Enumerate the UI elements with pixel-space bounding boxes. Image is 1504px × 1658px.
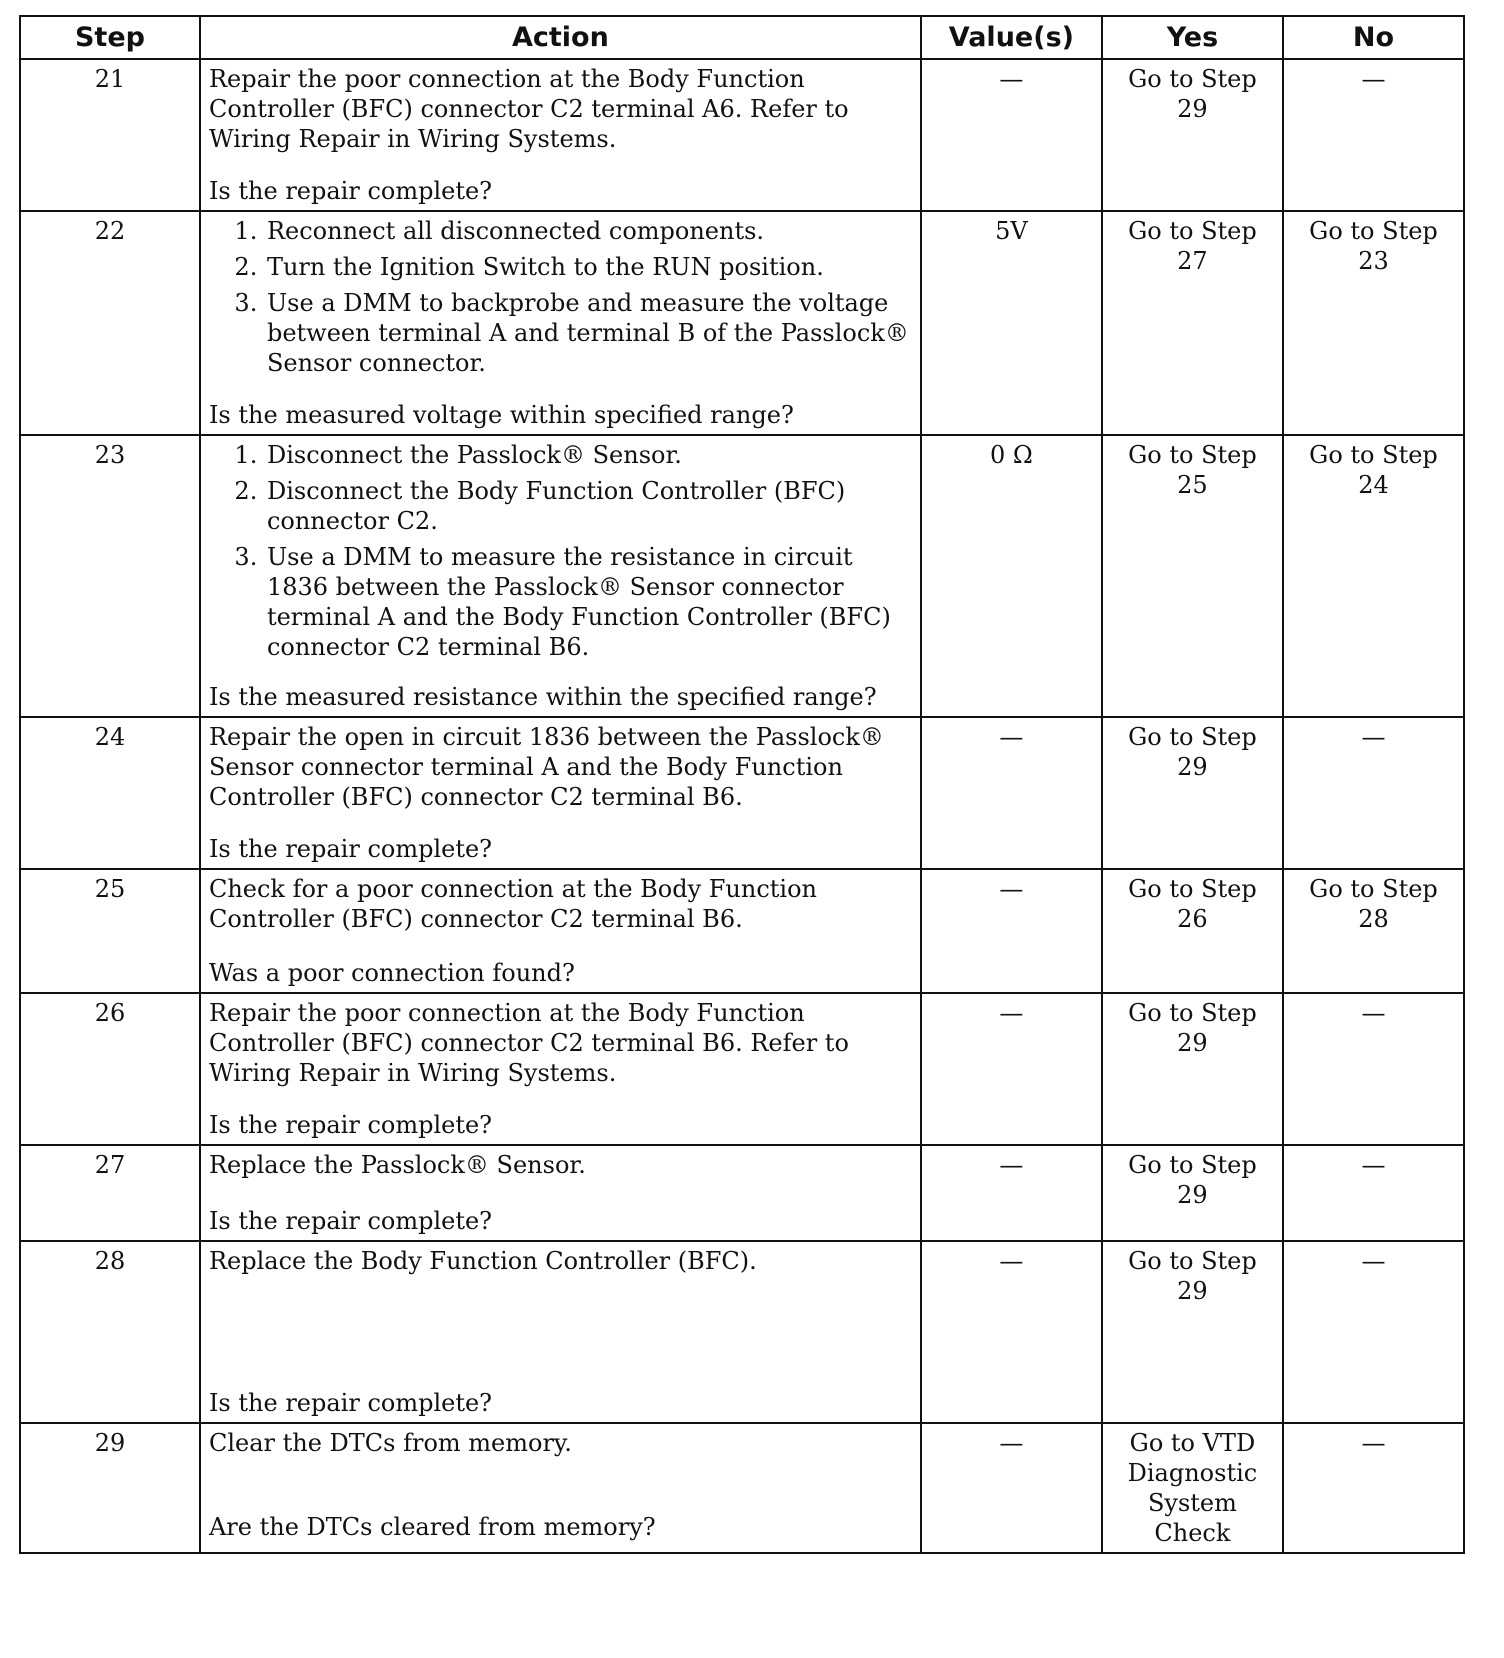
column-header-yes: Yes	[1102, 16, 1283, 59]
action-cell	[200, 59, 921, 211]
table-row	[20, 993, 1464, 1145]
no-cell: —	[1283, 717, 1464, 869]
action-question: Are the DTCs cleared from memory?	[208, 1513, 656, 1541]
procedure-step: 3. Use a DMM to backprobe and measure the voltage between terminal A and terminal B of the Passlock® Sensor connector.	[265, 288, 912, 378]
value-cell: —	[921, 59, 1102, 211]
action-text: Clear the DTCs from memory.	[208, 1429, 572, 1457]
table-row	[20, 1241, 1464, 1423]
column-header-step: Step	[20, 16, 200, 59]
action-cell	[200, 717, 921, 869]
procedure-steps	[209, 216, 912, 378]
table-row	[20, 211, 1464, 435]
step-number: 22	[20, 211, 200, 435]
value-cell: —	[921, 717, 1102, 869]
action-cell	[200, 435, 921, 717]
action-text: Repair the poor connection at the Body Function Controller (BFC) connector C2 terminal A6. Refer to Wiring Repair in Wiring Systems.	[208, 65, 849, 153]
no-cell: —	[1283, 59, 1464, 211]
action-cell	[200, 1423, 921, 1553]
step-number: 28	[20, 1241, 200, 1423]
value-cell: 0 Ω	[921, 435, 1102, 717]
action-question: Is the repair complete?	[208, 1111, 493, 1139]
column-header-action: Action	[200, 16, 921, 59]
procedure-step: 1. Disconnect the Passlock® Sensor.	[265, 440, 912, 470]
yes-cell: Go to Step 29	[1102, 1241, 1283, 1423]
procedure-step: 3. Use a DMM to measure the resistance in circuit 1836 between the Passlock® Sensor connector terminal A and the Body Function Controller (BFC) connector C2 terminal B6.	[265, 542, 912, 662]
action-question: Is the repair complete?	[208, 1207, 493, 1235]
no-cell: —	[1283, 1241, 1464, 1423]
value-cell: —	[921, 1145, 1102, 1241]
yes-cell: Go to Step 29	[1102, 993, 1283, 1145]
action-text: Repair the open in circuit 1836 between the Passlock® Sensor connector terminal A and the Body Function Controller (BFC) connector C2 terminal B6.	[208, 723, 884, 811]
yes-cell: Go to Step 29	[1102, 59, 1283, 211]
column-header-no: No	[1283, 16, 1464, 59]
no-cell: Go to Step 23	[1283, 211, 1464, 435]
procedure-step: 2. Disconnect the Body Function Controller (BFC) connector C2.	[265, 476, 912, 536]
table-row	[20, 1145, 1464, 1241]
yes-cell: Go to VTD Diagnostic System Check	[1102, 1423, 1283, 1553]
yes-cell: Go to Step 26	[1102, 869, 1283, 993]
no-cell: Go to Step 24	[1283, 435, 1464, 717]
table-header-row	[20, 16, 1464, 59]
action-text: Replace the Passlock® Sensor.	[208, 1151, 586, 1179]
yes-cell: Go to Step 29	[1102, 1145, 1283, 1241]
table-row	[20, 717, 1464, 869]
value-cell: —	[921, 869, 1102, 993]
yes-cell: Go to Step 27	[1102, 211, 1283, 435]
step-number: 26	[20, 993, 200, 1145]
yes-cell: Go to Step 25	[1102, 435, 1283, 717]
no-cell: —	[1283, 1423, 1464, 1553]
action-cell	[200, 1145, 921, 1241]
action-text: Repair the poor connection at the Body Function Controller (BFC) connector C2 terminal B6. Refer to Wiring Repair in Wiring Systems.	[208, 999, 849, 1087]
procedure-step: 1. Reconnect all disconnected components.	[265, 216, 912, 246]
step-number: 27	[20, 1145, 200, 1241]
action-cell	[200, 869, 921, 993]
no-cell: Go to Step 28	[1283, 869, 1464, 993]
column-header-values: Value(s)	[921, 16, 1102, 59]
action-question: Is the measured voltage within specified range?	[208, 401, 794, 429]
value-cell: —	[921, 1423, 1102, 1553]
step-number: 24	[20, 717, 200, 869]
action-cell	[200, 211, 921, 435]
no-cell: —	[1283, 993, 1464, 1145]
no-cell: —	[1283, 1145, 1464, 1241]
table-row	[20, 59, 1464, 211]
action-cell	[200, 1241, 921, 1423]
action-cell	[200, 993, 921, 1145]
yes-cell: Go to Step 29	[1102, 717, 1283, 869]
action-question: Is the repair complete?	[208, 835, 493, 863]
diagnostic-table	[19, 15, 1465, 1554]
value-cell: —	[921, 1241, 1102, 1423]
step-number: 25	[20, 869, 200, 993]
action-text: Check for a poor connection at the Body Function Controller (BFC) connector C2 terminal B6.	[208, 875, 818, 933]
value-cell: —	[921, 993, 1102, 1145]
step-number: 21	[20, 59, 200, 211]
value-cell: 5V	[921, 211, 1102, 435]
action-text: Replace the Body Function Controller (BFC).	[208, 1247, 757, 1275]
action-question: Is the repair complete?	[208, 177, 493, 205]
step-number: 23	[20, 435, 200, 717]
action-question: Was a poor connection found?	[208, 959, 575, 987]
procedure-step: 2. Turn the Ignition Switch to the RUN position.	[265, 252, 912, 282]
table-row	[20, 1423, 1464, 1553]
procedure-steps	[209, 440, 912, 662]
step-number: 29	[20, 1423, 200, 1553]
action-question: Is the measured resistance within the specified range?	[208, 683, 877, 711]
table-row	[20, 869, 1464, 993]
action-question: Is the repair complete?	[208, 1389, 493, 1417]
diagnostic-table-sheet	[19, 15, 1465, 1554]
table-row	[20, 435, 1464, 717]
